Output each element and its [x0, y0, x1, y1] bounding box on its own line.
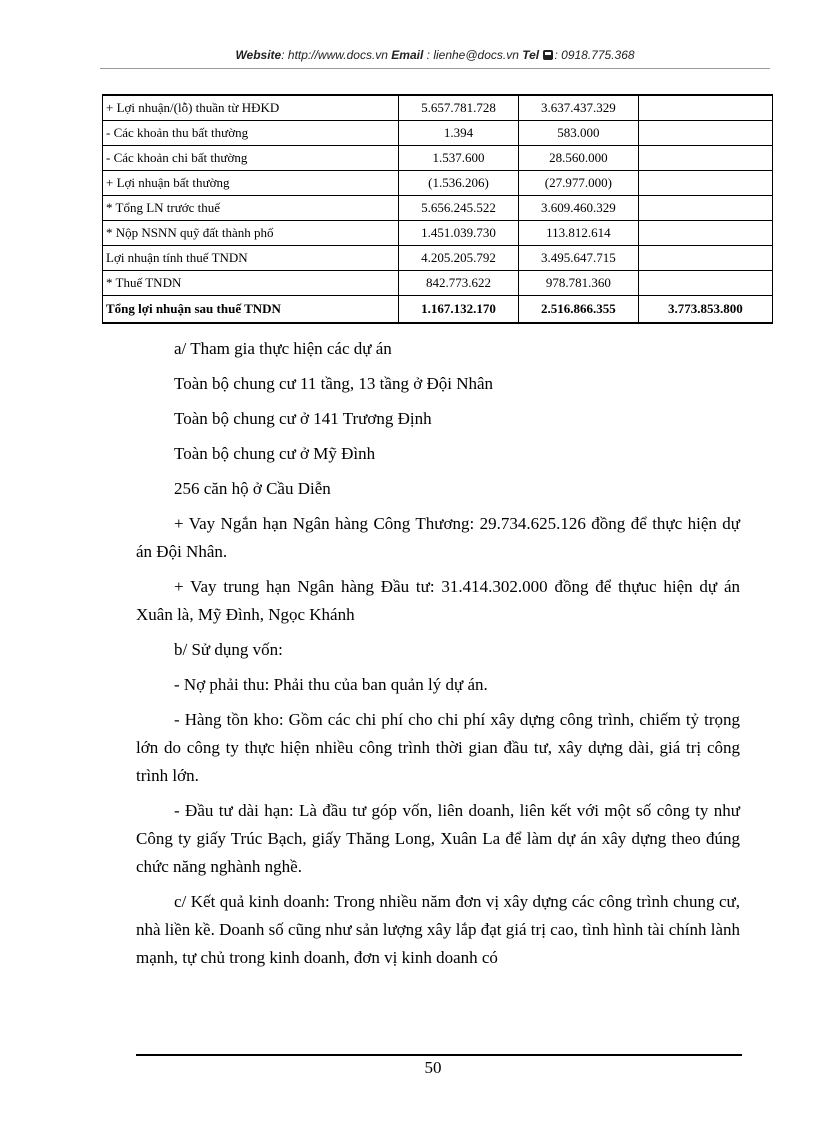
value-cell	[638, 95, 772, 121]
email-label: Email	[391, 48, 424, 62]
footer-divider	[136, 1054, 742, 1056]
website-url: : http://www.docs.vn	[281, 48, 388, 62]
value-cell: 1.394	[399, 121, 519, 146]
paragraph: c/ Kết quả kinh doanh: Trong nhiều năm đơn vị xây dựng các công trình chung cư, nhà liền kề. Doanh số cũng như sản lượng xây lắp đạt giá trị cao, tình hình tài chính lành mạnh, tự chủ trong kinh doanh, đơn vị kinh doanh có	[136, 892, 740, 967]
value-cell: 28.560.000	[518, 146, 638, 171]
value-cell: (27.977.000)	[518, 171, 638, 196]
row-label: + Lợi nhuận/(lỗ) thuần từ HĐKD	[103, 95, 399, 121]
value-cell	[638, 246, 772, 271]
value-cell: 5.656.245.522	[399, 196, 519, 221]
table-row	[103, 121, 773, 146]
row-label: * Nộp NSNN quỹ đất thành phố	[103, 221, 399, 246]
value-cell: 842.773.622	[399, 271, 519, 296]
row-label: * Thuế TNDN	[103, 271, 399, 296]
table-row	[103, 196, 773, 221]
row-label: - Các khoản chi bất thường	[103, 146, 399, 171]
email-value: : lienhe@docs.vn	[426, 48, 519, 62]
value-cell	[638, 271, 772, 296]
paragraph: Toàn bộ chung cư ở Mỹ Đình	[174, 444, 376, 463]
table-row	[103, 271, 773, 296]
paragraph: - Nợ phải thu: Phải thu của ban quản lý dự án.	[174, 675, 488, 694]
tel-value: : 0918.775.368	[554, 48, 635, 62]
value-cell	[638, 196, 772, 221]
value-cell: 1.537.600	[399, 146, 519, 171]
value-cell	[638, 146, 772, 171]
value-cell: 3.609.460.329	[518, 196, 638, 221]
paragraph: + Vay trung hạn Ngân hàng Đầu tư: 31.414.302.000 đồng để thựuc hiện dự án Xuân là, Mỹ Đình, Ngọc Khánh	[136, 577, 740, 624]
paragraph: Toàn bộ chung cư ở 141 Trương Định	[174, 409, 432, 428]
row-label: - Các khoản thu bất thường	[103, 121, 399, 146]
table-row	[103, 221, 773, 246]
row-label: * Tổng LN trước thuế	[103, 196, 399, 221]
value-cell: 113.812.614	[518, 221, 638, 246]
value-cell: 1.167.132.170	[399, 296, 519, 324]
value-cell: 5.657.781.728	[399, 95, 519, 121]
table-row	[103, 246, 773, 271]
value-cell: 3.773.853.800	[638, 296, 772, 324]
table-row	[103, 146, 773, 171]
value-cell: 978.781.360	[518, 271, 638, 296]
value-cell: 1.451.039.730	[399, 221, 519, 246]
body-text	[136, 335, 740, 979]
page-number: 50	[424, 1058, 442, 1077]
paragraph: a/ Tham gia thực hiện các dự án	[174, 339, 392, 358]
row-label: + Lợi nhuận bất thường	[103, 171, 399, 196]
phone-icon	[543, 50, 553, 60]
tel-label: Tel	[522, 48, 540, 62]
row-label: Lợi nhuận tính thuế TNDN	[103, 246, 399, 271]
value-cell: (1.536.206)	[399, 171, 519, 196]
website-label: Website	[235, 48, 282, 62]
value-cell	[638, 221, 772, 246]
value-cell: 4.205.205.792	[399, 246, 519, 271]
paragraph: b/ Sử dụng vốn:	[174, 640, 283, 659]
value-cell	[638, 121, 772, 146]
paragraph: 256 căn hộ ở Cầu Diễn	[174, 479, 331, 498]
value-cell: 3.637.437.329	[518, 95, 638, 121]
page-header	[100, 44, 770, 69]
table-row	[103, 171, 773, 196]
value-cell: 3.495.647.715	[518, 246, 638, 271]
paragraph: - Đầu tư dài hạn: Là đầu tư góp vốn, liên doanh, liên kết với một số công ty như Công ty giấy Trúc Bạch, giấy Thăng Long, Xuân La để làm dự án xây dựng theo đúng chức năng nghành nghề.	[136, 801, 740, 876]
value-cell: 2.516.866.355	[518, 296, 638, 324]
table-row	[103, 95, 773, 121]
table-total-row	[103, 296, 773, 324]
financial-table	[102, 94, 773, 324]
paragraph: - Hàng tồn kho: Gồm các chi phí cho chi phí xây dựng công trình, chiếm tỷ trọng lớn do công ty thực hiện nhiều công trình thời gian đầu tư, xây dựng dài, giá trị công trình lớn.	[136, 710, 740, 785]
paragraph: + Vay Ngắn hạn Ngân hàng Công Thương: 29.734.625.126 đồng để thực hiện dự án Đội Nhân.	[136, 514, 740, 561]
row-label: Tổng lợi nhuận sau thuế TNDN	[103, 296, 399, 324]
value-cell	[638, 171, 772, 196]
value-cell: 583.000	[518, 121, 638, 146]
paragraph: Toàn bộ chung cư 11 tầng, 13 tầng ở Đội Nhân	[174, 374, 494, 393]
